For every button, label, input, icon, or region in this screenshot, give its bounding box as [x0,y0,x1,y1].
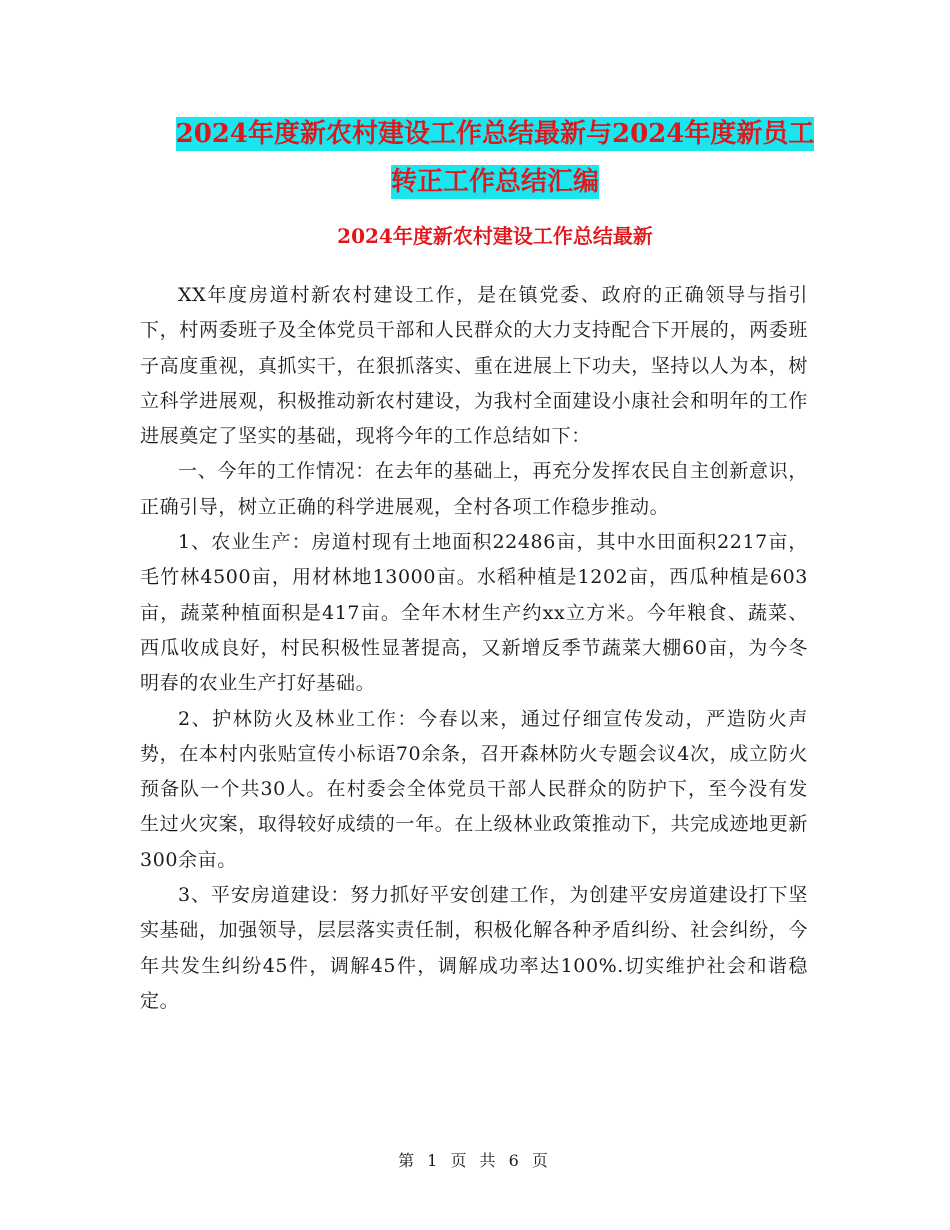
paragraph: 一、今年的工作情况：在去年的基础上，再充分发挥农民自主创新意识，正确引导，树立正确的科学进展观，全村各项工作稳步推动。 [140,460,808,518]
document-body [140,278,808,1019]
title-line-1: 2024年度新农村建设工作总结最新与2024年度新员工 [175,119,815,149]
paragraph: XX年度房道村新农村建设工作，是在镇党委、政府的正确领导与指引下，村两委班子及全体党员干部和人民群众的大力支持配合下开展的，两委班子高度重视，真抓实干，在狠抓落实、重在进展上下功夫，坚持以人为本，树立科学进展观，积极推动新农村建设，为我村全面建设小康社会和明年的工作进展奠定了坚实的基础，现将今年的工作总结如下： [140,284,808,448]
title-line-2: 转正工作总结汇编 [390,167,599,197]
paragraph: 1、农业生产：房道村现有土地面积22486亩，其中水田面积2217亩，毛竹林4500亩，用材林地13000亩。水稻种植是1202亩，西瓜种植是603亩，蔬菜种植面积是417亩。全年木材生产约xx立方米。今年粮食、蔬菜、西瓜收成良好，村民积极性显著提高，又新增反季节蔬菜大棚60亩，为今冬明春的农业生产打好基础。 [140,531,808,695]
paragraph: 3、平安房道建设：努力抓好平安创建工作，为创建平安房道建设打下坚实基础，加强领导，层层落实责任制，积极化解各种矛盾纠纷、社会纠纷，今年共发生纠纷45件，调解45件，调解成功率达100%.切实维护社会和谐稳定。 [140,884,808,1012]
section-title: 2024年度新农村建设工作总结最新 [337,224,653,248]
document-title [140,110,850,206]
page-footer: 第 1 页 共 6 页 [398,1151,552,1170]
paragraph: 2、护林防火及林业工作：今春以来，通过仔细宣传发动，严造防火声势，在本村内张贴宣传小标语70余条，召开森林防火专题会议4次，成立防火预备队一个共30人。在村委会全体党员干部人民群众的防护下，至今没有发生过火灾案，取得较好成绩的一年。在上级林业政策推动下，共完成迹地更新300余亩。 [140,707,808,871]
